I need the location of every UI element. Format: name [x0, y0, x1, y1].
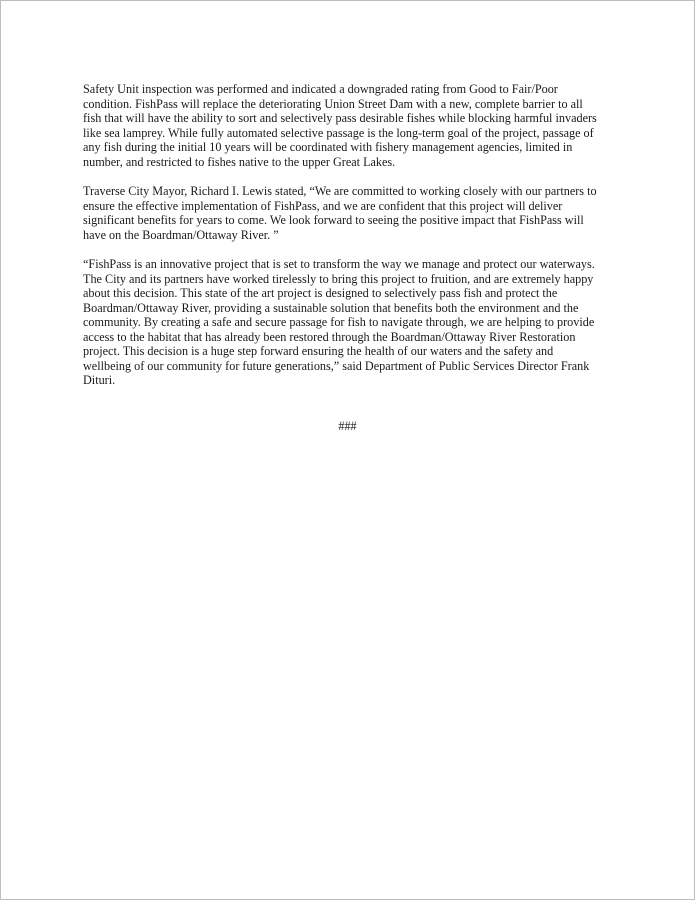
document-body — [83, 82, 628, 403]
end-of-release-mark: ### — [338, 419, 357, 433]
paragraph-director-quote: “FishPass is an innovative project that is set to transform the way we manage and protect our waterways. The City and its partners have worked tirelessly to bring this project to fruition, and are extremely happy about this decision. This state of the art project is designed to selectively pass fish and protect the Boardman/Ottaway River, providing a sustainable solution that benefits both the environment and the community. By creating a safe and secure passage for fish to navigate through, we are helping to provide access to the habitat that has already been restored through the Boardman/Ottaway River Restoration project. This decision is a huge step forward ensuring the health of our waters and the safety and wellbeing of our community for future generations,” said Department of Public Services Director Frank Dituri. — [83, 257, 595, 387]
paragraph-safety-inspection: Safety Unit inspection was performed and indicated a downgraded rating from Good to Fair/Poor condition. FishPass will replace the deteriorating Union Street Dam with a new, complete barrier to all fish that will have the ability to sort and selectively pass desirable fishes while blocking harmful invaders like sea lamprey. While fully automated selective passage is the long-term goal of the project, passage of any fish during the initial 10 years will be coordinated with fishery management agencies, limited in number, and restricted to fishes native to the upper Great Lakes. — [83, 82, 597, 169]
paragraph-mayor-quote: Traverse City Mayor, Richard I. Lewis stated, “We are committed to working closely with our partners to ensure the effective implementation of FishPass, and we are confident that this project will deliver significant benefits for years to come. We look forward to seeing the positive impact that FishPass will have on the Boardman/Ottaway River. ” — [83, 184, 597, 242]
